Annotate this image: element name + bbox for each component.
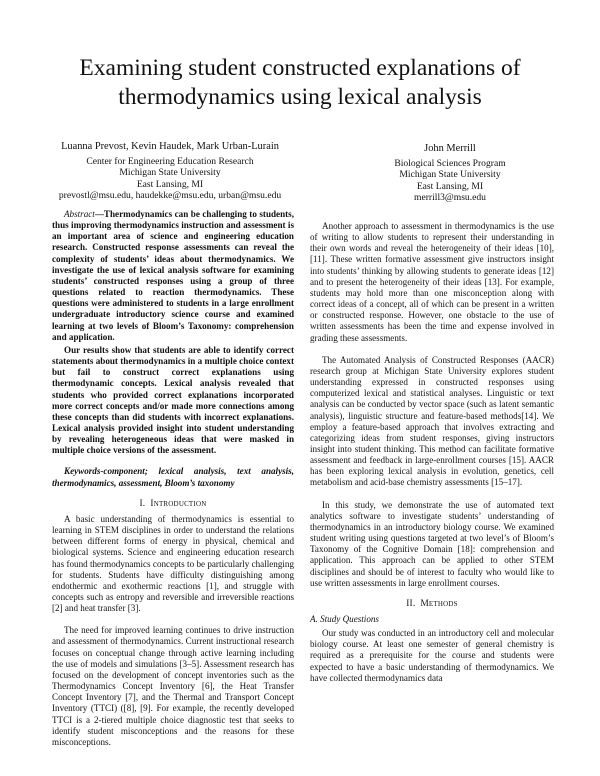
abstract-dash: — (94, 209, 104, 219)
author-affiliation: Center for Engineering Education Research (86, 155, 254, 167)
section-heading-introduction (52, 499, 294, 510)
author-block-right (322, 143, 578, 204)
abstract-paragraph-1 (52, 209, 294, 343)
author-affiliation: Biological Sciences Program (394, 157, 506, 169)
section-title: Methods (420, 598, 458, 609)
subsection-heading-study-questions: A. Study Questions (310, 614, 379, 624)
abstract-text-1: Thermodynamics can be challenging to students, thus improving thermodynamics instruction and assessment is an important area of science and engineering education research. Constructed response assessments can reveal the complexity of students’ ideas about thermodynamics. We investigate the use of lexical analysis software for examining students’ constructed responses using a group of three questions related to reaction thermodynamics. These questions were administered to students in a large enrollment undergraduate introductory science course and examined learning at two levels of Bloom’s Taxonomy: comprehension and application. (52, 209, 294, 342)
section-numeral: II. (406, 598, 416, 609)
intro-paragraph-5: In this study, we demonstrate the use of automated text analytics software to investigate students’ understanding of thermodynamics in an introductory biology course. We examined student writing using questions targeted at two level’s of Bloom’s Taxonomy of the Cognitive Domain [18]: comprehension and application. This approach can be applied to other STEM disciplines and should be of interest to faculty who would like to use written assessments in large enrollment courses. (310, 499, 554, 588)
author-names: Luanna Prevost, Kevin Haudek, Mark Urban-Lurain (61, 141, 279, 152)
intro-paragraph-1: A basic understanding of thermodynamics is essential to learning in STEM disciplines in order to understand the relations between different forms of energy in physical, chemical and biological systems. Science and engineering education research has found thermodynamics concepts to be particularly challenging for students. Students have difficulty distinguishing among endothermic and exothermic reactions [1], and struggle with concepts such as entropy and reversible and irreversible reactions [2] and heat transfer [3]. (52, 513, 294, 614)
intro-paragraph-3: Another approach to assessment in thermodynamics is the use of writing to allow students to represent their understanding in their own words and reveal the heterogeneity of their ideas [10], [11]. These written formative assessment give instructors insight into students’ thinking by allowing students to generate ideas [12] and to present the heterogeneity of their ideas [13]. For example, students may hold more than one misconception along with correct ideas of a concept, all of which can be present in a written or constructed response. However, one obstacle to the use of written assessments has been the time and expense involved in grading these assessments. (310, 221, 554, 343)
keywords (52, 466, 294, 488)
author-block-left (40, 141, 300, 202)
section-numeral: I. (139, 498, 146, 509)
methods-paragraph-1: Our study was conducted in an introductory cell and molecular biology course. At least one semester of general chemistry is required as a prerequisite for the course and students were expected to have a basic understanding of thermodynamics. We have collected thermodynamics data (310, 628, 554, 683)
author-location: East Lansing, MI (416, 180, 484, 192)
author-names: John Merrill (424, 143, 476, 154)
section-heading-methods (310, 599, 554, 610)
keywords-text: lexical analysis, text analysis, thermodynamics, assessment, Bloom’s taxonomy (52, 466, 294, 488)
column-left (52, 209, 294, 748)
abstract-paragraph-2: Our results show that students are able to identify correct statements about thermodynamics in a multiple choice context but fail to construct correct explanations using thermodynamic concepts. Lexical analysis revealed that students who provided correct explanations incorporated more correct concepts and/or made more connections among these concepts than did students with incorrect explanations. Lexical analysis provided insight into student understanding by revealing heterogeneous ideas that were masked in multiple choice versions of the assessment. (52, 344, 294, 456)
paper-title (40, 54, 560, 112)
author-email: merrill3@msu.edu (414, 192, 486, 204)
section-title: Introduction (150, 498, 207, 509)
title-line-1: Examining student constructed explanations of (79, 55, 521, 81)
keywords-label: Keywords-component; (64, 466, 148, 477)
intro-paragraph-4: The Automated Analysis of Constructed Responses (AACR) research group at Michigan State University explores student understanding expressed in constructed responses using computerized lexical and statistical analyses. Linguistic or text analysis can be conducted by vector space (such as latent semantic analysis), linguistic structure and feature-based methods[14]. We employ a feature-based approach that involves extracting and categorizing ideas from student responses, giving instructors insight into student thinking. This method can facilitate formative assessment and feedback in large-enrollment courses [15]. AACR has been exploring lexical analysis in evolution, genetics, cell metabolism and acid-base chemistry assessments [15–17]. (310, 354, 554, 488)
author-emails: prevostl@msu.edu, haudekke@msu.edu, urban@msu.edu (58, 190, 282, 202)
title-line-2: thermodynamics using lexical analysis (118, 84, 482, 110)
author-location: East Lansing, MI (136, 178, 204, 190)
abstract-label: Abstract (64, 209, 95, 219)
author-institution: Michigan State University (119, 167, 221, 179)
column-right (310, 221, 554, 684)
author-institution: Michigan State University (399, 169, 501, 181)
intro-paragraph-2: The need for improved learning continues to drive instruction and assessment of thermodynamics. Current instructional research focuses on conceptual change through active learning including the use of models and simulations [3–5]. Assessment research has focused on the development of concept inventories such as the Thermodynamics Concept Inventory [6], the Heat Transfer Concept Inventory [7], and the Thermal and Transport Concept Inventory (TTCI) ([8], [9]. For example, the recently developed TTCI is a 2-tiered multiple choice diagnostic test that seeks to identify student misconceptions and the reasons for these misconceptions. (52, 625, 294, 747)
